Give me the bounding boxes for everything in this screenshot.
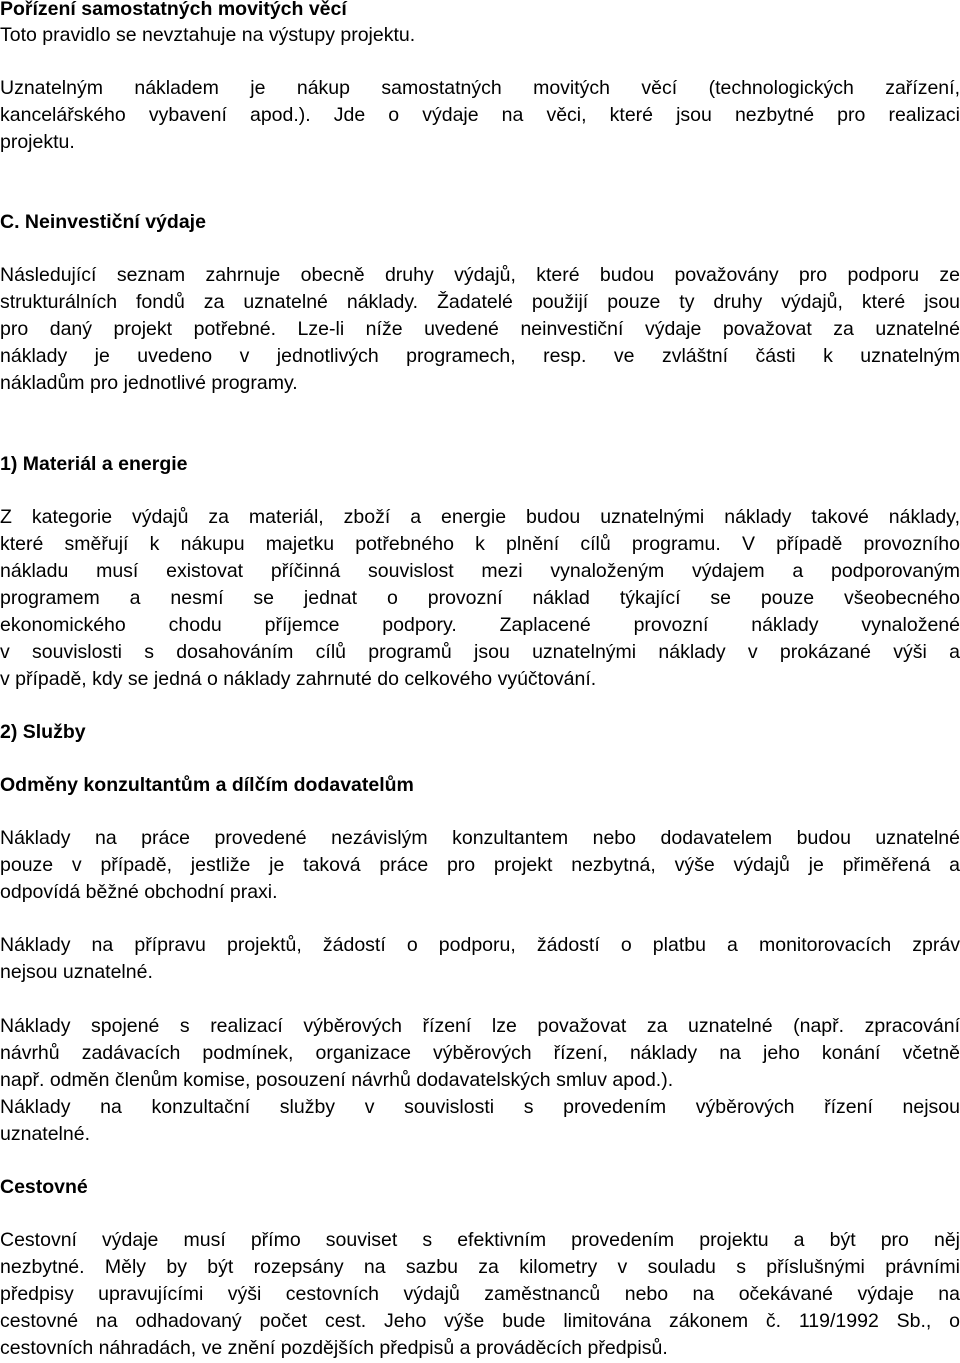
paragraph-line: Náklady na konzultační služby v souvislosti s provedením výběrových řízení nejsou [0, 1096, 960, 1118]
paragraph-line: předpisy upravujícími výši cestovních výdajů zaměstnanců nebo na očekávané výdaje na [0, 1283, 960, 1305]
subheading-odmeny: Odměny konzultantům a dílčím dodavatelům [0, 774, 414, 796]
paragraph-line: nezbytné. Měly by být rozepsány na sazbu za kilometry v souladu s příslušnými právními [0, 1256, 960, 1278]
paragraph-line: náklady je uvedeno v jednotlivých programech, resp. ve zvláštní části k uznatelným [0, 345, 960, 367]
paragraph-line: Náklady na práce provedené nezávislým konzultantem nebo dodavatelem budou uznatelné [0, 827, 960, 849]
paragraph-line: kancelářského vybavení apod.). Jde o výdaje na věci, které jsou nezbytné pro realizaci [0, 104, 960, 126]
paragraph-line: nákladu musí existovat příčinná souvislost mezi vynaloženým výdajem a podporovaným [0, 560, 960, 582]
paragraph-line: odpovídá běžné obchodní praxi. [0, 881, 278, 903]
paragraph-line: Náklady na přípravu projektů, žádostí o podporu, žádostí o platbu a monitorovacích zpráv [0, 934, 960, 956]
paragraph-line: v souvislosti s dosahováním cílů programů jsou uznatelnými náklady v prokázané výši a [0, 641, 960, 663]
paragraph-line: projektu. [0, 131, 75, 153]
paragraph-line: strukturálních fondů za uznatelné náklady. Žadatelé použijí pouze ty druhy výdajů, které jsou [0, 291, 960, 313]
paragraph-line: Cestovní výdaje musí přímo souviset s efektivním provedením projektu a být pro něj [0, 1229, 960, 1251]
paragraph-line: pouze v případě, jestliže je taková práce pro projekt nezbytná, výše výdajů je přiměřená a [0, 854, 960, 876]
section-heading-2: 2) Služby [0, 721, 86, 743]
paragraph-line: ekonomického chodu příjemce podpory. Zaplacené provozní náklady vynaložené [0, 614, 960, 636]
paragraph-line: návrhů zadávacích podmínek, organizace výběrových řízení, náklady na jeho konání včetně [0, 1042, 960, 1064]
paragraph-line: Následující seznam zahrnuje obecně druhy výdajů, které budou považovány pro podporu ze [0, 264, 960, 286]
paragraph-line: cestovních náhradách, ve znění pozdějších předpisů a prováděcích předpisů. [0, 1337, 668, 1359]
section-heading-c: C. Neinvestiční výdaje [0, 211, 206, 233]
subheading-cestovne: Cestovné [0, 1176, 88, 1198]
section-heading-1: 1) Materiál a energie [0, 453, 188, 475]
paragraph-line: pro daný projekt potřebné. Lze-li níže uvedené neinvestiční výdaje považovat za uznatelné [0, 318, 960, 340]
paragraph-line: nákladům pro jednotlivé programy. [0, 372, 298, 394]
paragraph-line: Z kategorie výdajů za materiál, zboží a energie budou uznatelnými náklady takové náklady, [0, 506, 960, 528]
paragraph-line: v případě, kdy se jedná o náklady zahrnuté do celkového vyúčtování. [0, 668, 597, 690]
paragraph-line: uznatelné. [0, 1123, 90, 1145]
paragraph-line: programem a nesmí se jednat o provozní náklad týkající se pouze všeobecného [0, 587, 960, 609]
section-heading-porizeni: Pořízení samostatných movitých věcí [0, 0, 347, 20]
paragraph-line: např. odměn členům komise, posouzení návrhů dodavatelských smluv apod.). [0, 1069, 674, 1091]
porizeni-note: Toto pravidlo se nevztahuje na výstupy projektu. [0, 24, 416, 46]
paragraph-line: Uznatelným nákladem je nákup samostatných movitých věcí (technologických zařízení, [0, 77, 960, 99]
paragraph-line: které směřují k nákupu majetku potřebného k plnění cílů programu. V případě provozního [0, 533, 960, 555]
paragraph-line: cestovné na odhadovaný počet cest. Jeho výše bude limitována zákonem č. 119/1992 Sb., o [0, 1310, 960, 1332]
paragraph-line: Náklady spojené s realizací výběrových řízení lze považovat za uznatelné (např. zpracování [0, 1015, 960, 1037]
paragraph-line: nejsou uznatelné. [0, 961, 153, 983]
